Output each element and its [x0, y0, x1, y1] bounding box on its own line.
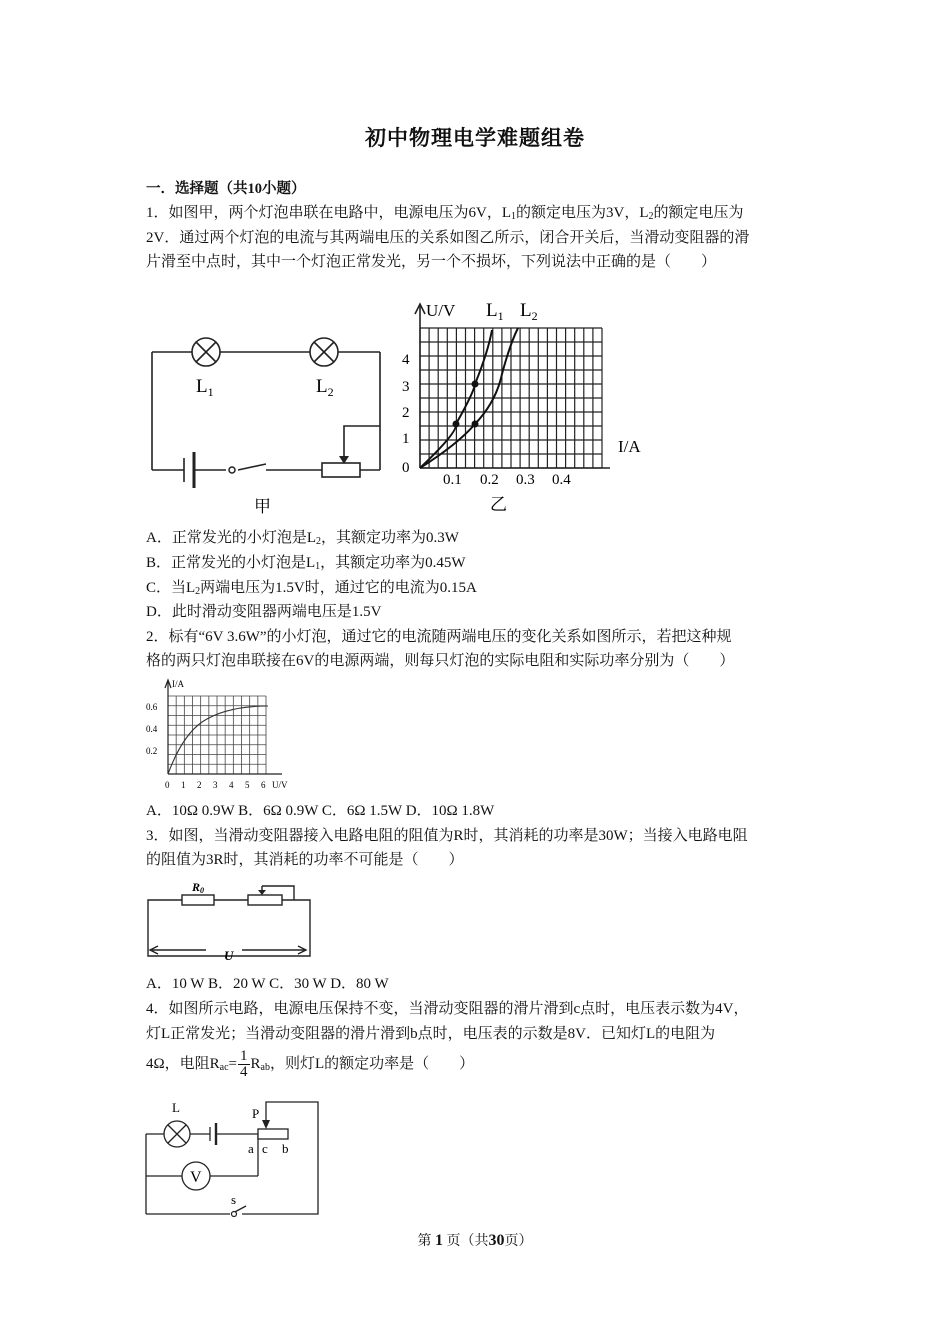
- y-tick-label: 1: [402, 431, 410, 447]
- series-l1-label: $L_1$: [486, 300, 504, 323]
- battery-icon: [210, 1123, 216, 1145]
- x-tick-label: 0.2: [480, 472, 499, 488]
- y-tick-label: 3: [402, 379, 410, 395]
- q1-option-a: A．正常发光的小灯泡是$L_2$，其额定功率为0.3W: [146, 530, 459, 547]
- q1-line3: 片滑至中点时，其中一个灯泡正常发光，另一个不损坏，下列说法中正确的是（ ）: [146, 254, 717, 270]
- svg-text:V: V: [190, 1169, 202, 1186]
- q3-options: A．10 W B．20 W C．30 W D．80 W: [146, 976, 389, 992]
- q2-x-tick: 4: [229, 780, 234, 790]
- resistor-r0-icon: [182, 895, 214, 905]
- u-label: U: [224, 948, 234, 963]
- q4-line2: 灯L正常发光；当滑动变阻器的滑片滑到b点时，电压表的示数是8V．已知灯L的电阻为: [146, 1026, 716, 1042]
- fraction-one-quarter: $\frac{1}{4}$: [240, 1048, 248, 1080]
- q4-line1: 4．如图所示电路，电源电压保持不变，当滑动变阻器的滑片滑到c点时，电压表示数为4V，: [146, 1001, 749, 1017]
- q2-x-tick: 0: [165, 780, 170, 790]
- q2-x-tick: 3: [213, 780, 218, 790]
- q2-x-tick: 5: [245, 780, 250, 790]
- point-l2-a: [472, 421, 479, 428]
- x-tick-label: 0.3: [516, 472, 535, 488]
- q1-line1: 1．如图甲，两个灯泡串联在电路中，电源电压为6V，$L_1$的额定电压为3V，$L_2$的额定电压为: [146, 205, 744, 222]
- page-number: 1: [435, 1232, 443, 1249]
- x-axis-label: I/A: [618, 437, 641, 456]
- page-total: 30: [488, 1232, 505, 1249]
- lamp-l2-icon: [310, 338, 338, 366]
- rheostat-icon: [322, 463, 360, 477]
- rheostat-icon: [248, 895, 282, 905]
- q2-x-tick: 6: [261, 780, 266, 790]
- q4-circuit-figure: [142, 1096, 324, 1220]
- q1-option-b: B．正常发光的小灯泡是$L_1$，其额定功率为0.45W: [146, 555, 466, 572]
- rheostat-icon: [258, 1129, 288, 1139]
- q2-y-tick: 0.6: [146, 702, 158, 712]
- q2-y-tick: 0.2: [146, 746, 158, 756]
- point-l1-b: [472, 381, 479, 388]
- lamp-label: L: [172, 1100, 180, 1115]
- q2-x-tick: 1: [181, 780, 186, 790]
- terminal-c-label: c: [262, 1141, 268, 1156]
- y-tick-label: 0: [402, 460, 410, 476]
- x-tick-label: 0.4: [552, 472, 571, 488]
- voltmeter-icon: [182, 1162, 210, 1190]
- lamp-l1-icon: [192, 338, 220, 366]
- y-axis-label: U/V: [426, 301, 456, 320]
- q3-line1: 3．如图，当滑动变阻器接入电路电阻的阻值为R时，其消耗的功率是30W；当接入电路电阻: [146, 828, 748, 844]
- q2-line1: 2．标有“6V 3.6W”的小灯泡，通过它的电流随两端电压的变化关系如图所示，若把这种规: [146, 629, 732, 645]
- q1-ui-graph: [396, 292, 656, 517]
- terminal-a-label: a: [248, 1141, 254, 1156]
- page-title: 初中物理电学难题组卷: [365, 126, 585, 150]
- lamp-icon: [164, 1121, 190, 1147]
- q2-options: A．10Ω 0.9W B．6Ω 0.9W C．6Ω 1.5W D．10Ω 1.8W: [146, 803, 495, 819]
- point-l1-a: [453, 421, 460, 428]
- r0-label: R0: [192, 880, 205, 895]
- terminal-b-label: b: [282, 1141, 289, 1156]
- switch-icon: [229, 467, 235, 473]
- q2-x-tick: 2: [197, 780, 202, 790]
- q3-line2: 的阻值为3R时，其消耗的功率不可能是（ ）: [146, 852, 464, 868]
- switch-label: s: [231, 1192, 237, 1207]
- slider-arrow-icon: [262, 1120, 270, 1129]
- y-tick-label: 4: [402, 352, 410, 368]
- q2-x-label: U/V: [272, 780, 288, 790]
- battery-icon: [184, 452, 194, 488]
- q1-option-d: D．此时滑动变阻器两端电压是1.5V: [146, 604, 382, 620]
- q2-curve: [168, 706, 268, 774]
- series-l2-label: $L_2$: [520, 300, 538, 323]
- lamp-l1-label: $L_1$: [196, 376, 214, 399]
- x-tick-label: 0.1: [443, 472, 462, 488]
- section-heading: 一．选择题（共10小题）: [146, 181, 306, 197]
- q2-iu-graph: [142, 676, 302, 794]
- q4-line3: 4Ω，电阻$R_{ac}=$ $\frac{1}{4}$ $R_{ab}$，则灯L的额定功率是（ ）: [146, 1048, 475, 1080]
- q1-line2: 2V．通过两个灯泡的电流与其两端电压的关系如图乙所示，闭合开关后，当滑动变阻器的滑: [146, 230, 750, 246]
- q3-circuit-figure: [144, 878, 316, 964]
- q2-y-label: I/A: [172, 679, 184, 689]
- slider-p-label: P: [252, 1106, 260, 1121]
- figure-jia-caption: 甲: [254, 497, 271, 516]
- switch-icon: [232, 1212, 237, 1217]
- q2-line2: 格的两只灯泡串联接在6V的电源两端，则每只灯泡的实际电阻和实际功率分别为（ ）: [146, 653, 735, 669]
- y-tick-label: 2: [402, 405, 410, 421]
- q1-option-c: C．当$L_2$两端电压为1.5V时，通过它的电流为0.15A: [146, 580, 477, 597]
- slider-arrow-icon: [258, 890, 266, 895]
- lamp-l2-label: $L_2$: [316, 376, 334, 399]
- q1-circuit-figure: [146, 330, 386, 520]
- page-footer: 第 1 页（共30页）: [417, 1232, 533, 1249]
- figure-yi-caption: 乙: [490, 495, 507, 514]
- q2-y-tick: 0.4: [146, 724, 158, 734]
